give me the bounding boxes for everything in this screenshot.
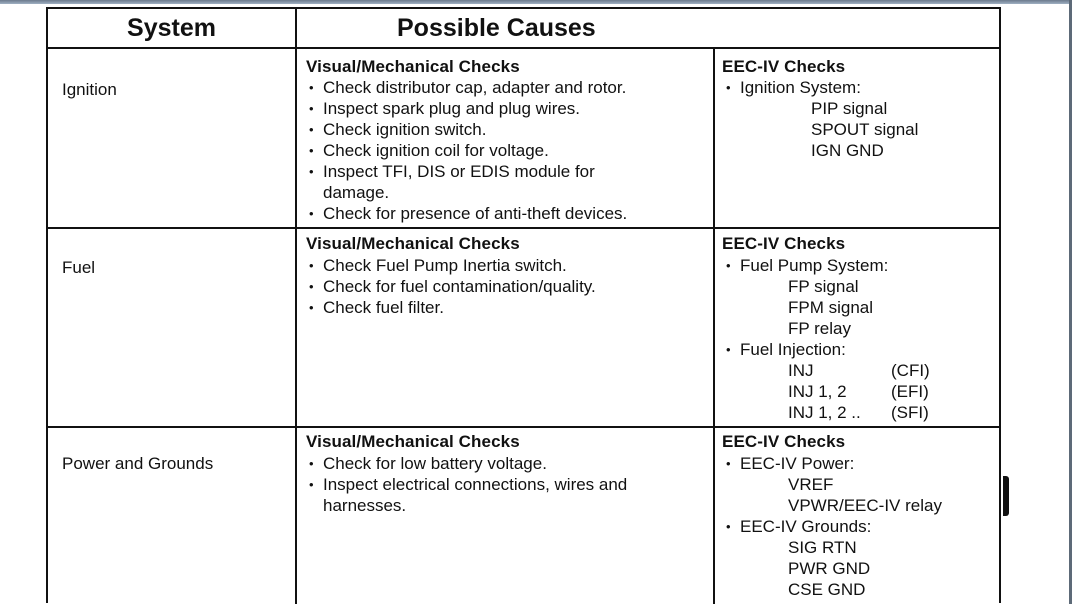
visual-checks-cell: [297, 428, 715, 604]
list-item: • Inspect TFI, DIS or EDIS module for: [323, 161, 595, 182]
header-system: System: [48, 9, 297, 49]
eec-group: • Fuel Injection:: [740, 339, 846, 360]
eec-signal: INJ 1, 2: [788, 382, 847, 401]
eec-signal-variant: (EFI): [891, 382, 929, 401]
list-item: • Check fuel filter.: [323, 297, 444, 318]
page-tab-marker: [1003, 476, 1009, 516]
eec-group: • Fuel Pump System:: [740, 255, 888, 276]
list-item-continuation: damage.: [323, 183, 390, 202]
system-cell: [48, 428, 297, 604]
list-item-continuation: harnesses.: [323, 496, 407, 515]
eec-signal: VPWR/EEC-IV relay: [788, 496, 942, 515]
list-item: • Check ignition coil for voltage.: [323, 140, 549, 161]
system-cell: [48, 229, 297, 426]
eec-checks-title: EEC-IV Checks: [722, 432, 846, 451]
eec-signal: FP signal: [788, 277, 859, 296]
system-label: Power and Grounds: [62, 454, 214, 473]
eec-checks-cell: [715, 229, 999, 426]
eec-signal: INJ: [788, 361, 814, 380]
eec-group: • EEC-IV Grounds:: [740, 516, 871, 537]
list-item: • Check ignition switch.: [323, 119, 486, 140]
eec-checks-cell: [715, 49, 999, 227]
window-top-edge: [0, 0, 1072, 4]
eec-signal: PWR GND: [788, 559, 871, 578]
table-row-ignition: [48, 49, 999, 229]
eec-checks-cell: [715, 428, 999, 604]
list-item: • Check for fuel contamination/quality.: [323, 276, 596, 297]
list-item: • Check distributor cap, adapter and rotor.: [323, 77, 626, 98]
visual-checks-title: Visual/Mechanical Checks: [306, 57, 520, 76]
list-item: • Check Fuel Pump Inertia switch.: [323, 255, 567, 276]
table-row-fuel: [48, 229, 999, 428]
eec-signal: IGN GND: [811, 141, 884, 160]
eec-checks-title: EEC-IV Checks: [722, 234, 846, 253]
eec-signal: SPOUT signal: [811, 120, 919, 139]
diagnostic-table: [46, 7, 1001, 603]
system-label: Ignition: [62, 80, 117, 99]
eec-signal: VREF: [788, 475, 834, 494]
eec-signal-variant: (SFI): [891, 403, 929, 422]
table-row-power-grounds: [48, 428, 999, 604]
header-possible-causes: Possible Causes: [297, 9, 999, 49]
list-item: • Inspect electrical connections, wires and: [323, 474, 627, 495]
visual-checks-title: Visual/Mechanical Checks: [306, 432, 520, 451]
eec-group: • Ignition System:: [740, 77, 861, 98]
eec-signal: PIP signal: [811, 99, 888, 118]
visual-checks-cell: [297, 49, 715, 227]
eec-group: • EEC-IV Power:: [740, 453, 854, 474]
visual-checks-title: Visual/Mechanical Checks: [306, 234, 520, 253]
eec-signal: INJ 1, 2 ..: [788, 403, 861, 422]
list-item: • Check for low battery voltage.: [323, 453, 547, 474]
eec-signal: FP relay: [788, 319, 851, 338]
eec-signal: CSE GND: [788, 580, 866, 599]
system-label: Fuel: [62, 258, 96, 277]
eec-checks-title: EEC-IV Checks: [722, 57, 846, 76]
eec-signal: SIG RTN: [788, 538, 857, 557]
eec-signal-variant: (CFI): [891, 361, 930, 380]
eec-signal: FPM signal: [788, 298, 874, 317]
list-item: • Inspect spark plug and plug wires.: [323, 98, 580, 119]
visual-checks-cell: [297, 229, 715, 426]
list-item: • Check for presence of anti-theft devices.: [323, 203, 627, 224]
system-cell: [48, 49, 297, 227]
